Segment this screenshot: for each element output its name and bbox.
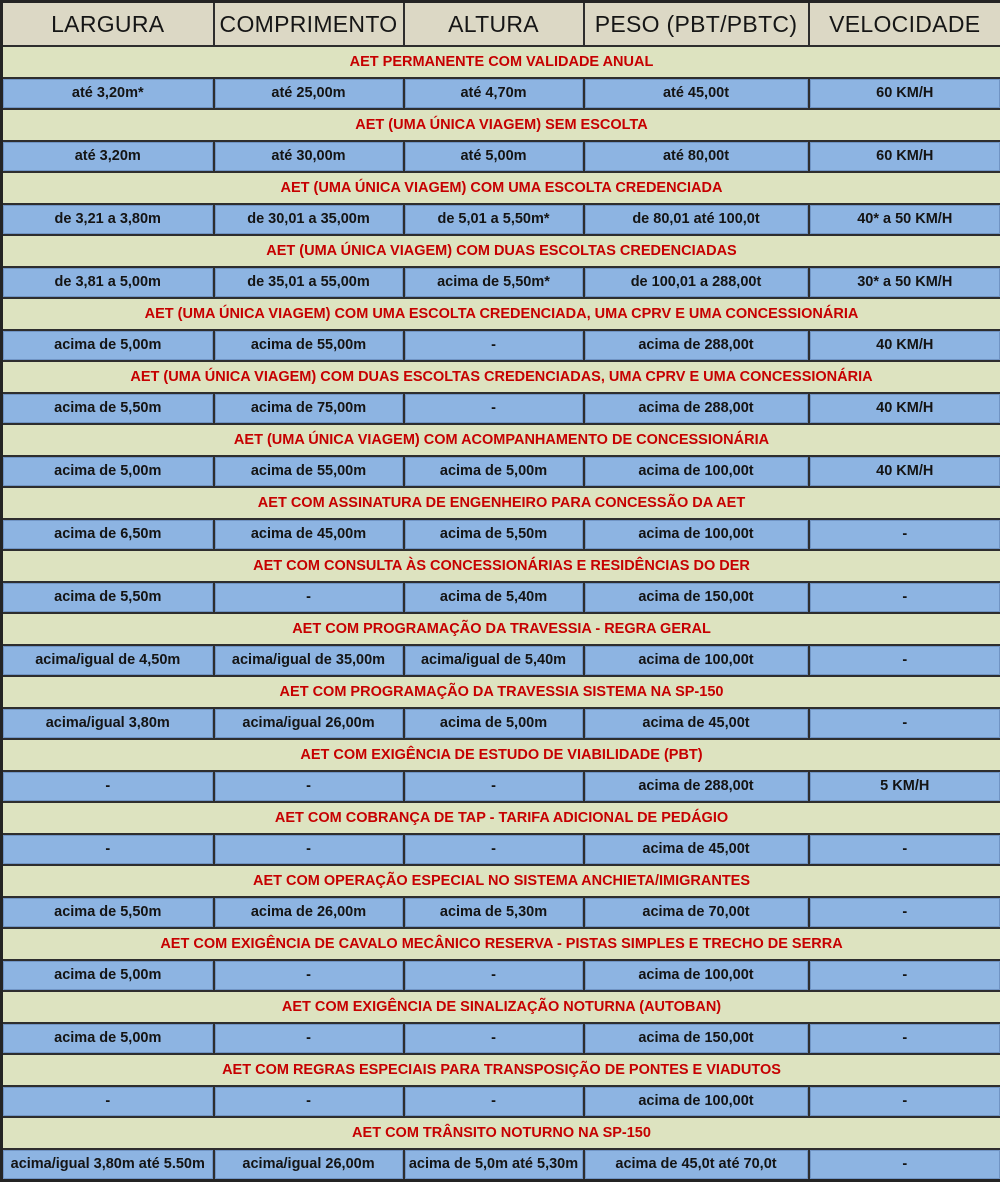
data-cell: - bbox=[809, 1149, 1000, 1181]
data-cell: acima de 55,00m bbox=[214, 456, 404, 488]
table-body bbox=[2, 46, 1000, 1181]
data-cell: - bbox=[404, 393, 584, 425]
data-cell: - bbox=[404, 771, 584, 803]
data-row bbox=[2, 645, 1000, 677]
data-cell: 40 KM/H bbox=[809, 330, 1000, 362]
column-header-altura: ALTURA bbox=[404, 2, 584, 47]
data-row bbox=[2, 141, 1000, 173]
data-cell: de 100,01 a 288,00t bbox=[584, 267, 809, 299]
section-title-row bbox=[2, 424, 1000, 456]
section-title-row bbox=[2, 172, 1000, 204]
section-title: AET COM EXIGÊNCIA DE ESTUDO DE VIABILIDADE (PBT) bbox=[2, 739, 1000, 771]
data-cell: - bbox=[809, 645, 1000, 677]
data-row bbox=[2, 204, 1000, 236]
data-cell: acima de 26,00m bbox=[214, 897, 404, 929]
section-title-row bbox=[2, 739, 1000, 771]
data-row bbox=[2, 393, 1000, 425]
header-row bbox=[2, 2, 1000, 47]
section-title: AET PERMANENTE COM VALIDADE ANUAL bbox=[2, 46, 1000, 78]
section-title-row bbox=[2, 928, 1000, 960]
data-row bbox=[2, 456, 1000, 488]
data-cell: - bbox=[214, 771, 404, 803]
data-cell: acima de 45,00t bbox=[584, 708, 809, 740]
section-title: AET (UMA ÚNICA VIAGEM) COM DUAS ESCOLTAS CREDENCIADAS bbox=[2, 235, 1000, 267]
data-cell: até 4,70m bbox=[404, 78, 584, 110]
section-title: AET COM ASSINATURA DE ENGENHEIRO PARA CONCESSÃO DA AET bbox=[2, 487, 1000, 519]
section-title-row bbox=[2, 676, 1000, 708]
data-cell: acima de 100,00t bbox=[584, 1086, 809, 1118]
data-cell: acima de 5,50m bbox=[2, 393, 214, 425]
data-cell: até 80,00t bbox=[584, 141, 809, 173]
data-cell: - bbox=[809, 708, 1000, 740]
data-cell: - bbox=[809, 519, 1000, 551]
section-title: AET COM PROGRAMAÇÃO DA TRAVESSIA SISTEMA NA SP-150 bbox=[2, 676, 1000, 708]
data-cell: acima/igual de 5,40m bbox=[404, 645, 584, 677]
data-cell: - bbox=[404, 960, 584, 992]
section-title: AET COM CONSULTA ÀS CONCESSIONÁRIAS E RESIDÊNCIAS DO DER bbox=[2, 550, 1000, 582]
section-title-row bbox=[2, 487, 1000, 519]
data-cell: - bbox=[214, 834, 404, 866]
section-title: AET COM REGRAS ESPECIAIS PARA TRANSPOSIÇÃO DE PONTES E VIADUTOS bbox=[2, 1054, 1000, 1086]
data-cell: acima de 6,50m bbox=[2, 519, 214, 551]
data-row bbox=[2, 708, 1000, 740]
data-cell: acima/igual de 35,00m bbox=[214, 645, 404, 677]
section-title: AET COM COBRANÇA DE TAP - TARIFA ADICIONAL DE PEDÁGIO bbox=[2, 802, 1000, 834]
section-title: AET (UMA ÚNICA VIAGEM) COM UMA ESCOLTA CREDENCIADA, UMA CPRV E UMA CONCESSIONÁRIA bbox=[2, 298, 1000, 330]
data-row bbox=[2, 519, 1000, 551]
section-title: AET COM OPERAÇÃO ESPECIAL NO SISTEMA ANCHIETA/IMIGRANTES bbox=[2, 865, 1000, 897]
data-cell: de 30,01 a 35,00m bbox=[214, 204, 404, 236]
data-cell: 40 KM/H bbox=[809, 456, 1000, 488]
data-row bbox=[2, 1023, 1000, 1055]
section-title-row bbox=[2, 46, 1000, 78]
data-cell: acima de 5,50m bbox=[404, 519, 584, 551]
data-cell: acima de 5,50m bbox=[2, 582, 214, 614]
table-header bbox=[2, 2, 1000, 47]
data-cell: acima de 5,30m bbox=[404, 897, 584, 929]
data-cell: acima de 100,00t bbox=[584, 645, 809, 677]
data-cell: acima de 5,00m bbox=[2, 456, 214, 488]
data-cell: até 3,20m* bbox=[2, 78, 214, 110]
data-cell: acima de 55,00m bbox=[214, 330, 404, 362]
data-cell: acima/igual 3,80m bbox=[2, 708, 214, 740]
data-cell: - bbox=[2, 771, 214, 803]
data-cell: - bbox=[809, 582, 1000, 614]
data-row bbox=[2, 267, 1000, 299]
data-row bbox=[2, 771, 1000, 803]
data-cell: acima de 45,00m bbox=[214, 519, 404, 551]
data-cell: acima de 70,00t bbox=[584, 897, 809, 929]
data-cell: 40* a 50 KM/H bbox=[809, 204, 1000, 236]
section-title: AET COM PROGRAMAÇÃO DA TRAVESSIA - REGRA GERAL bbox=[2, 613, 1000, 645]
column-header-largura: LARGURA bbox=[2, 2, 214, 47]
data-cell: 30* a 50 KM/H bbox=[809, 267, 1000, 299]
data-cell: - bbox=[809, 1086, 1000, 1118]
data-cell: acima de 150,00t bbox=[584, 582, 809, 614]
section-title-row bbox=[2, 235, 1000, 267]
data-cell: - bbox=[809, 1023, 1000, 1055]
data-cell: acima de 5,00m bbox=[404, 456, 584, 488]
data-cell: 40 KM/H bbox=[809, 393, 1000, 425]
data-cell: acima de 288,00t bbox=[584, 771, 809, 803]
data-cell: - bbox=[809, 834, 1000, 866]
data-cell: - bbox=[404, 1086, 584, 1118]
column-header-comprimento: COMPRIMENTO bbox=[214, 2, 404, 47]
data-cell: acima de 288,00t bbox=[584, 330, 809, 362]
data-cell: acima de 45,0t até 70,0t bbox=[584, 1149, 809, 1181]
data-row bbox=[2, 330, 1000, 362]
section-title: AET COM EXIGÊNCIA DE SINALIZAÇÃO NOTURNA (AUTOBAN) bbox=[2, 991, 1000, 1023]
data-cell: - bbox=[404, 1023, 584, 1055]
data-cell: - bbox=[404, 330, 584, 362]
section-title-row bbox=[2, 550, 1000, 582]
data-cell: acima de 5,50m bbox=[2, 897, 214, 929]
data-cell: acima de 5,00m bbox=[404, 708, 584, 740]
data-cell: 60 KM/H bbox=[809, 141, 1000, 173]
data-cell: acima/igual de 4,50m bbox=[2, 645, 214, 677]
data-cell: até 30,00m bbox=[214, 141, 404, 173]
section-title: AET (UMA ÚNICA VIAGEM) COM DUAS ESCOLTAS CREDENCIADAS, UMA CPRV E UMA CONCESSIONÁRIA bbox=[2, 361, 1000, 393]
section-title: AET (UMA ÚNICA VIAGEM) COM UMA ESCOLTA CREDENCIADA bbox=[2, 172, 1000, 204]
section-title-row bbox=[2, 613, 1000, 645]
section-title-row bbox=[2, 361, 1000, 393]
section-title-row bbox=[2, 865, 1000, 897]
data-cell: - bbox=[809, 960, 1000, 992]
data-cell: acima/igual 26,00m bbox=[214, 1149, 404, 1181]
data-cell: 5 KM/H bbox=[809, 771, 1000, 803]
section-title-row bbox=[2, 298, 1000, 330]
data-cell: acima de 288,00t bbox=[584, 393, 809, 425]
data-cell: de 35,01 a 55,00m bbox=[214, 267, 404, 299]
section-title: AET COM TRÂNSITO NOTURNO NA SP-150 bbox=[2, 1117, 1000, 1149]
data-cell: acima de 5,40m bbox=[404, 582, 584, 614]
data-cell: acima/igual 3,80m até 5.50m bbox=[2, 1149, 214, 1181]
data-row bbox=[2, 78, 1000, 110]
data-cell: de 80,01 até 100,0t bbox=[584, 204, 809, 236]
data-cell: - bbox=[2, 834, 214, 866]
section-title: AET COM EXIGÊNCIA DE CAVALO MECÂNICO RESERVA - PISTAS SIMPLES E TRECHO DE SERRA bbox=[2, 928, 1000, 960]
data-cell: acima de 100,00t bbox=[584, 960, 809, 992]
data-row bbox=[2, 897, 1000, 929]
data-cell: - bbox=[214, 1023, 404, 1055]
data-cell: acima de 45,00t bbox=[584, 834, 809, 866]
data-cell: - bbox=[809, 897, 1000, 929]
data-cell: - bbox=[404, 834, 584, 866]
section-title-row bbox=[2, 802, 1000, 834]
data-cell: acima de 5,00m bbox=[2, 1023, 214, 1055]
data-cell: acima de 100,00t bbox=[584, 519, 809, 551]
data-cell: acima/igual 26,00m bbox=[214, 708, 404, 740]
data-row bbox=[2, 1086, 1000, 1118]
section-title-row bbox=[2, 991, 1000, 1023]
data-cell: de 5,01 a 5,50m* bbox=[404, 204, 584, 236]
section-title-row bbox=[2, 1117, 1000, 1149]
data-cell: acima de 5,00m bbox=[2, 960, 214, 992]
data-cell: acima de 5,0m até 5,30m bbox=[404, 1149, 584, 1181]
data-row bbox=[2, 960, 1000, 992]
data-row bbox=[2, 834, 1000, 866]
data-cell: até 45,00t bbox=[584, 78, 809, 110]
data-cell: - bbox=[214, 960, 404, 992]
section-title-row bbox=[2, 109, 1000, 141]
data-cell: - bbox=[2, 1086, 214, 1118]
data-cell: acima de 150,00t bbox=[584, 1023, 809, 1055]
data-cell: - bbox=[214, 1086, 404, 1118]
section-title: AET (UMA ÚNICA VIAGEM) COM ACOMPANHAMENTO DE CONCESSIONÁRIA bbox=[2, 424, 1000, 456]
data-cell: 60 KM/H bbox=[809, 78, 1000, 110]
section-title-row bbox=[2, 1054, 1000, 1086]
data-cell: acima de 75,00m bbox=[214, 393, 404, 425]
data-cell: - bbox=[214, 582, 404, 614]
data-cell: de 3,21 a 3,80m bbox=[2, 204, 214, 236]
data-cell: acima de 100,00t bbox=[584, 456, 809, 488]
column-header-peso: PESO (PBT/PBTC) bbox=[584, 2, 809, 47]
data-cell: acima de 5,50m* bbox=[404, 267, 584, 299]
data-cell: até 25,00m bbox=[214, 78, 404, 110]
column-header-velocidade: VELOCIDADE bbox=[809, 2, 1000, 47]
data-cell: de 3,81 a 5,00m bbox=[2, 267, 214, 299]
data-row bbox=[2, 582, 1000, 614]
data-cell: acima de 5,00m bbox=[2, 330, 214, 362]
data-row bbox=[2, 1149, 1000, 1181]
section-title: AET (UMA ÚNICA VIAGEM) SEM ESCOLTA bbox=[2, 109, 1000, 141]
data-cell: até 5,00m bbox=[404, 141, 584, 173]
data-cell: até 3,20m bbox=[2, 141, 214, 173]
